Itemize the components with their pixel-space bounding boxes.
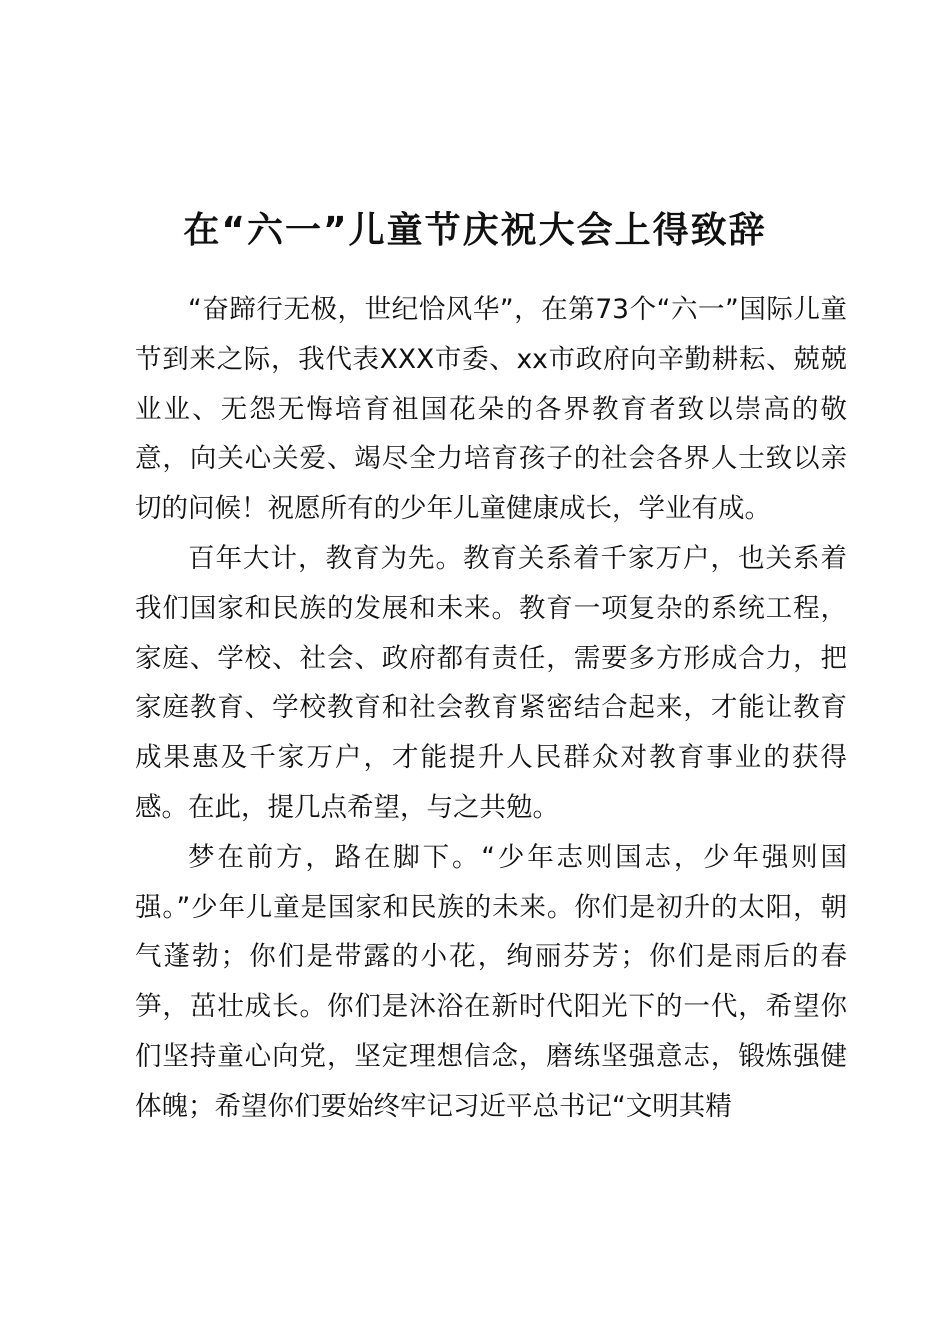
document-title: 在“六一”儿童节庆祝大会上得致辞 [183, 210, 767, 251]
paragraph-3: 梦在前方，路在脚下。“少年志则国志，少年强则国强。”少年儿童是国家和民族的未来。你们是初升的太阳，朝气蓬勃；你们是带露的小花，绚丽芬芳；你们是雨后的春笋，茁壮成长。你们是沐浴在新时代阳光下的一代，希望你们坚持童心向党，坚定理想信念，磨练坚强意志，锻炼强健体魄；希望你们要始终牢记习近平总书记“文明其精 [135, 841, 847, 1122]
paragraph-2: 百年大计，教育为先。教育关系着千家万户，也关系着我们国家和民族的发展和未来。教育一项复杂的系统工程，家庭、学校、社会、政府都有责任，需要多方形成合力，把家庭教育、学校教育和社会教育紧密结合起来，才能让教育成果惠及千家万户，才能提升人民群众对教育事业的获得感。在此，提几点希望，与之共勉。 [135, 542, 847, 823]
paragraph-1: “奋蹄行无极，世纪恰风华”，在第73个“六一”国际儿童节到来之际，我代表XXX市委、xx市政府向辛勤耕耘、兢兢业业、无怨无悔培育祖国花朵的各界教育者致以崇高的敬意，向关心关爱、竭尽全力培育孩子的社会各界人士致以亲切的问候！祝愿所有的少年儿童健康成长，学业有成。 [135, 294, 847, 525]
document-body [135, 285, 847, 1132]
